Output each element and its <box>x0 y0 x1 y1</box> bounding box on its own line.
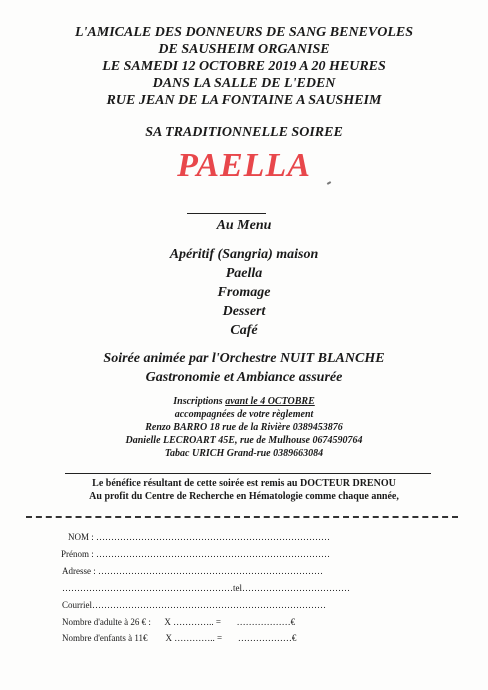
benefit-line-2: Au profit du Centre de Recherche en Hématologie comme chaque année, <box>89 491 399 502</box>
form-children-count[interactable]: Nombre d'enfants à 11€ X ………….. = ………………€ <box>62 633 297 643</box>
benefit-line-1: Le bénéfice résultant de cette soirée est remis au DOCTEUR DRENOU <box>92 478 396 489</box>
contact-line: Tabac URICH Grand-rue 0389663084 <box>164 448 324 459</box>
inscriptions-label <box>0 396 488 407</box>
header-line-5: RUE JEAN DE LA FONTAINE A SAUSHEIM <box>106 93 382 108</box>
contact-line: Danielle LECROART 45E, rue de Mulhouse 0674590764 <box>125 435 363 446</box>
menu-item: Dessert <box>222 304 266 319</box>
header-line-1: L'AMICALE DES DONNEURS DE SANG BENEVOLES <box>74 25 414 40</box>
form-tel[interactable]: …………………………………………………tel……………………………… <box>62 583 350 593</box>
event-title: PAELLA <box>177 147 311 184</box>
menu-item: Fromage <box>217 285 271 300</box>
inscriptions-deadline: avant le 4 OCTOBRE <box>225 396 315 407</box>
form-adult-count[interactable]: Nombre d'adulte à 26 € : X ………….. = ………………€ <box>62 617 296 627</box>
header-line-4: DANS LA SALLE DE L'EDEN <box>152 76 336 91</box>
menu-item: Paella <box>225 266 263 281</box>
form-nom[interactable]: NOM : …………………………………………………………………… <box>68 532 331 542</box>
inscriptions-prefix: Inscriptions <box>173 396 226 407</box>
event-subtitle: SA TRADITIONNELLE SOIREE <box>145 125 343 140</box>
menu-item: Café <box>230 323 258 338</box>
header-line-3: LE SAMEDI 12 OCTOBRE 2019 A 20 HEURES <box>102 59 386 74</box>
cut-line <box>26 516 458 518</box>
form-prenom[interactable]: Prénom : …………………………………………………………………… <box>61 549 330 559</box>
animation-line-1: Soirée animée par l'Orchestre NUIT BLANCHE <box>103 351 385 366</box>
form-adresse[interactable]: Adresse : ………………………………………………………………… <box>62 566 323 576</box>
menu-item: Apéritif (Sangria) maison <box>169 247 319 262</box>
header-line-2: DE SAUSHEIM ORGANISE <box>158 42 330 57</box>
inscriptions-line-2: accompagnées de votre règlement <box>174 409 314 420</box>
benefit-rule <box>65 473 431 474</box>
contact-line: Renzo BARRO 18 rue de la Rivière 0389453876 <box>145 422 343 433</box>
menu-rule <box>187 213 266 214</box>
menu-heading: Au Menu <box>216 218 272 233</box>
form-courriel[interactable]: Courriel…………………………………………………………………… <box>62 600 326 610</box>
animation-line-2: Gastronomie et Ambiance assurée <box>145 370 343 385</box>
